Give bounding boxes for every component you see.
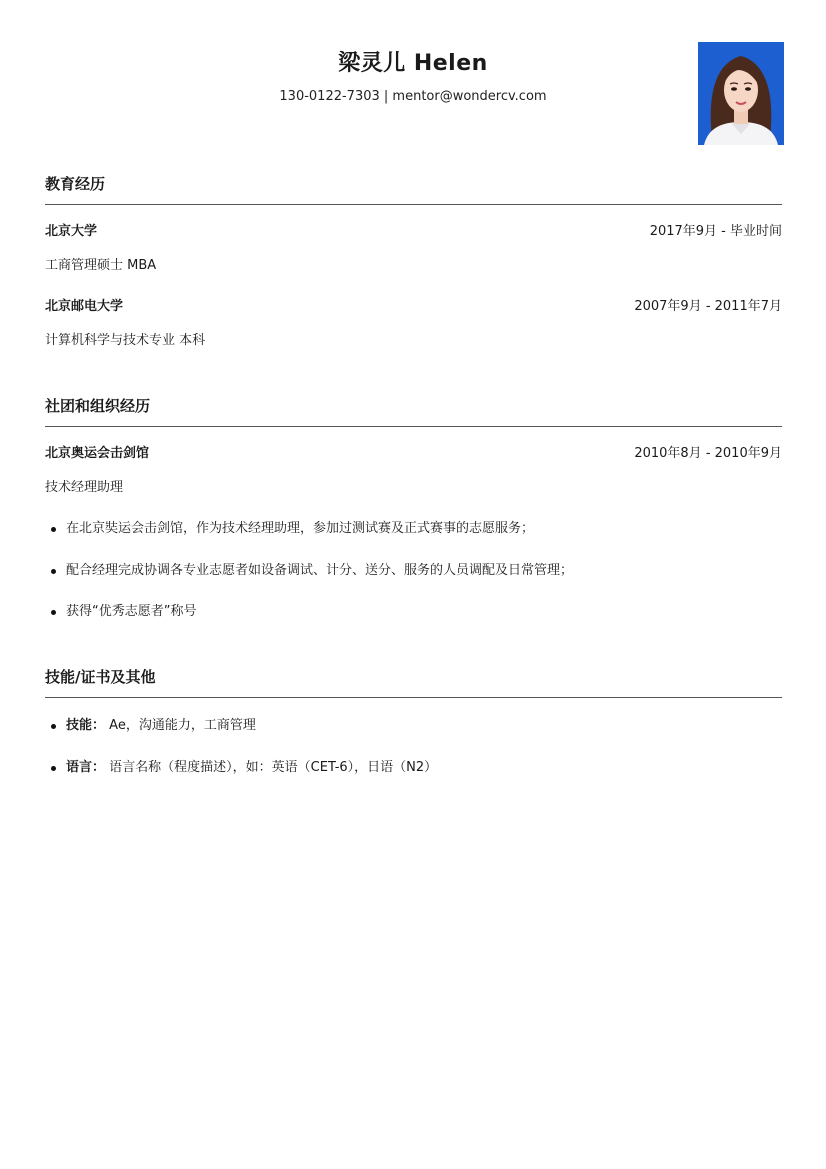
section-divider xyxy=(45,697,782,698)
school-name: 北京邮电大学 xyxy=(45,299,124,314)
education-entry xyxy=(45,297,782,317)
bullet-icon xyxy=(51,610,56,615)
list-item-text xyxy=(66,758,437,778)
school-name: 北京大学 xyxy=(45,224,98,239)
list-item xyxy=(45,758,782,778)
bullet-icon xyxy=(51,569,56,574)
list-item xyxy=(45,519,782,539)
clubs-title: 社团和组织经历 xyxy=(45,397,151,415)
skills-section xyxy=(45,665,782,785)
list-item-text: 配合经理完成协调各专业志愿者如设备调试、计分、送分、服务的人员调配及日常管理； xyxy=(66,563,574,578)
list-item xyxy=(45,602,782,622)
date-range: 2007年9月 - 2011年7月 xyxy=(634,299,782,314)
list-item xyxy=(45,716,782,736)
date-range: 2010年8月 - 2010年9月 xyxy=(634,446,782,461)
language-value: 语言名称（程度描述），如：英语（CET-6），日语（N2） xyxy=(109,760,438,775)
section-divider xyxy=(45,204,782,205)
education-title: 教育经历 xyxy=(45,175,106,193)
bullet-icon xyxy=(51,527,56,532)
degree-detail: 工商管理硕士 MBA xyxy=(45,258,157,273)
list-item-text: 在北京奘运会击剑馆，作为技术经理助理，参加过测试赛及正式赛事的志愿服务； xyxy=(66,521,535,536)
bullet-icon xyxy=(51,766,56,771)
clubs-section xyxy=(45,394,782,634)
list-item-text: 获得“优秀志愿者”称号 xyxy=(66,604,197,619)
contact-info: 130-0122-7303 | mentor@wondercv.com xyxy=(279,89,547,104)
resume-header xyxy=(0,0,826,150)
list-item xyxy=(45,561,782,581)
bullet-icon xyxy=(51,724,56,729)
language-label: 语言： xyxy=(66,760,106,775)
date-range: 2017年9月 - 毕业时间 xyxy=(649,224,782,239)
skill-label: 技能： xyxy=(66,718,106,733)
skills-title: 技能/证书及其他 xyxy=(45,668,156,686)
education-section xyxy=(45,172,782,352)
education-entry xyxy=(45,222,782,242)
list-item-text xyxy=(66,716,256,736)
skill-value: Ae，沟通能力，工商管理 xyxy=(109,718,256,733)
section-divider xyxy=(45,426,782,427)
club-entry xyxy=(45,444,782,464)
degree-detail: 计算机科学与技术专业 本科 xyxy=(45,333,206,348)
profile-photo xyxy=(698,42,784,145)
role-title: 技术经理助理 xyxy=(45,480,124,495)
candidate-name: 梁灵儿 Helen xyxy=(338,51,488,76)
organization-name: 北京奥运会击剑馆 xyxy=(45,446,150,461)
